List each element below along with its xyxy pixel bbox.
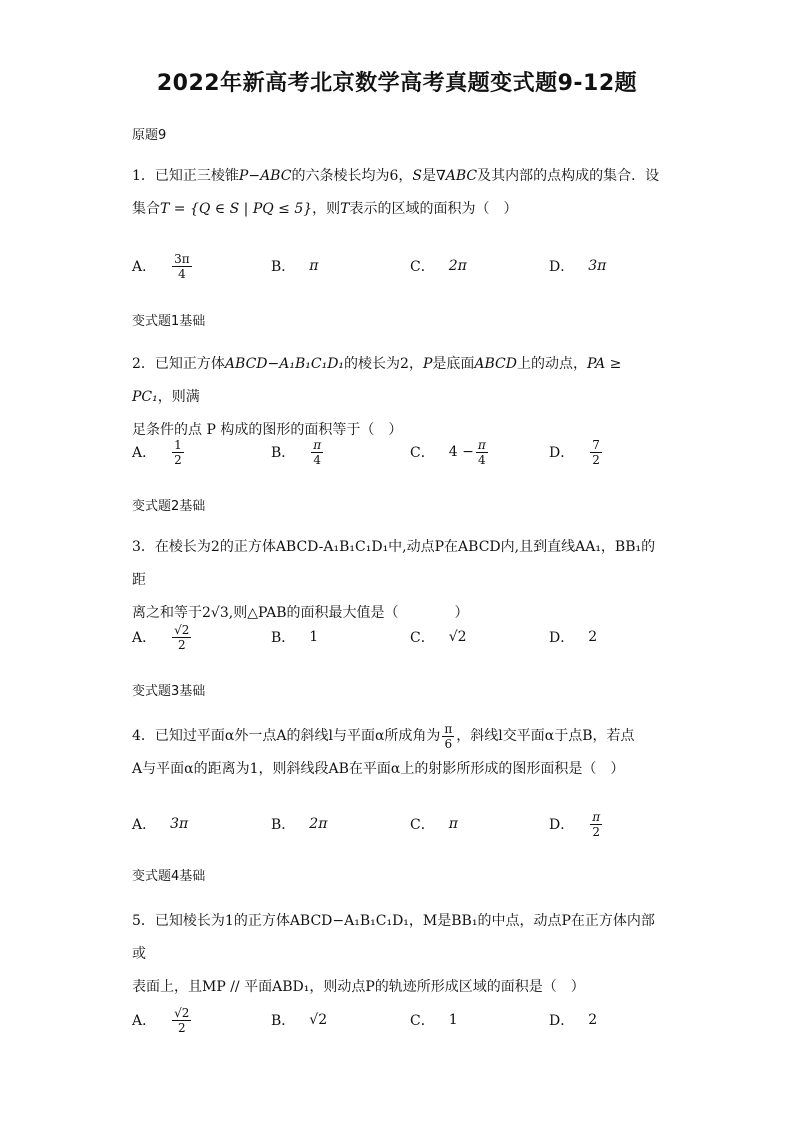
option-label: D． [549, 1013, 575, 1029]
question-text: 集合 [132, 201, 160, 217]
question-1-line-2 [132, 193, 662, 226]
question-text: 的六条棱长均为6， [291, 168, 413, 184]
option-value: 4 − [448, 444, 474, 460]
fraction: $\frac{√2}{2}$ [174, 622, 190, 652]
math-expression: PA ≥ PC₁ [132, 356, 622, 405]
option-label: D． [549, 445, 575, 461]
option-a[interactable] [132, 246, 194, 286]
math-expression: 2√3 [202, 605, 229, 621]
option-a[interactable] [132, 432, 186, 472]
option-value: 3π [588, 258, 607, 274]
question-text: ,则△PAB的面积最大值是（ ） [228, 605, 469, 621]
option-b[interactable] [271, 1000, 327, 1040]
option-c[interactable] [410, 1000, 458, 1040]
option-b[interactable] [271, 804, 327, 844]
question-4-options [132, 804, 662, 844]
fraction: $\frac{√2}{2}$ [174, 1005, 190, 1035]
math-expression: ∇ABC [435, 168, 478, 184]
question-4 [132, 720, 662, 786]
question-text: 离之和等于 [132, 605, 202, 621]
option-value: 1 [309, 629, 319, 645]
option-c[interactable] [410, 246, 467, 286]
option-d[interactable] [549, 1000, 597, 1040]
option-a[interactable] [132, 617, 193, 657]
question-2-options [132, 432, 662, 472]
question-text: 1．已知正三棱锥 [132, 168, 239, 184]
question-text: ，则 [312, 201, 341, 217]
option-label: A． [132, 1013, 157, 1029]
option-b[interactable] [271, 432, 325, 472]
fraction: $\frac{\pi}{2}$ [592, 809, 601, 839]
option-label: B． [271, 817, 296, 833]
document-title: 2022年新高考北京数学高考真题变式题9-12题 [156, 71, 638, 96]
option-value: √2 [309, 1012, 328, 1028]
option-d[interactable] [549, 804, 604, 844]
question-1-line-1 [132, 160, 662, 193]
question-text: 4．已知过平面α外一点A的斜线l与平面α所成角为 [132, 728, 441, 744]
option-label: C． [410, 445, 435, 461]
question-4-line-1 [132, 720, 662, 753]
option-c[interactable] [410, 432, 490, 472]
option-value: π [448, 816, 458, 832]
question-text: 上的动点， [516, 356, 587, 372]
math-expression: S [412, 168, 422, 184]
math-expression: ABCD [474, 356, 517, 372]
question-1 [132, 160, 662, 226]
section-heading-original: 原题9 [132, 128, 167, 143]
question-2-line-2: 足条件的点 P 构成的图形的面积等于（ ） [132, 422, 403, 438]
option-label: C． [410, 630, 435, 646]
option-label: C． [410, 259, 435, 275]
fraction: $\frac{3\pi}{4}$ [174, 251, 190, 281]
question-3 [132, 531, 662, 630]
question-1-options [132, 246, 662, 286]
option-b[interactable] [271, 617, 318, 657]
question-5-line-2: 表面上，且MP // 平面ABD₁，则动点P的轨迹所形成区域的面积是（ ） [132, 979, 585, 995]
question-3-options [132, 617, 662, 657]
option-label: A． [132, 817, 157, 833]
fraction: $\frac{1}{2}$ [174, 437, 182, 467]
fraction: $\frac{\pi}{4}$ [313, 437, 322, 467]
option-value: 2 [588, 629, 598, 645]
question-5-line-1: 5．已知棱长为1的正方体ABCD−A₁B₁C₁D₁，M是BB₁的中点，动点P在正方体内部或 [132, 913, 655, 962]
fraction: $\frac{\pi}{4}$ [477, 437, 486, 467]
question-4-line-2: A与平面α的距离为1，则斜线段AB在平面α上的射影所形成的图形面积是（ ） [132, 761, 625, 777]
option-label: A． [132, 445, 157, 461]
math-expression: T [340, 201, 350, 217]
question-text: 的棱长为2， [344, 356, 423, 372]
option-d[interactable] [549, 617, 597, 657]
question-text: ，则满 [157, 389, 200, 405]
option-b[interactable] [271, 246, 319, 286]
option-value: 2π [448, 258, 467, 274]
option-value: 3π [170, 816, 189, 832]
math-expression: ABCD−A₁B₁C₁D₁ [224, 356, 345, 372]
option-value: π [309, 258, 319, 274]
question-text: 及其内部的点构成的集合．设 [477, 168, 660, 184]
option-label: A． [132, 630, 157, 646]
question-text: 表示的区域的面积为（ ） [349, 201, 518, 217]
question-2-line-1 [132, 348, 662, 414]
option-label: D． [549, 259, 575, 275]
option-d[interactable] [549, 246, 606, 286]
option-label: B． [271, 259, 296, 275]
question-text: 是底面 [432, 356, 475, 372]
option-value: 1 [448, 1012, 458, 1028]
question-5 [132, 905, 662, 1004]
option-d[interactable] [549, 432, 604, 472]
option-label: D． [549, 630, 575, 646]
math-expression: T = {Q ∈ S | PQ ≤ 5} [160, 201, 313, 217]
option-label: A． [132, 259, 157, 275]
fraction: $\frac{7}{2}$ [592, 437, 600, 467]
question-3-line-1: 3．在棱长为2的正方体ABCD-A₁B₁C₁D₁中,动点P在ABCD内,且到直线AA₁，BB₁的距 [132, 539, 656, 588]
option-label: B． [271, 1013, 296, 1029]
option-label: D． [549, 817, 575, 833]
option-c[interactable] [410, 804, 458, 844]
question-text: 是 [421, 168, 436, 184]
option-label: C． [410, 817, 435, 833]
question-text: 2．已知正方体 [132, 356, 225, 372]
section-heading-variant-1: 变式题1基础 [132, 314, 206, 329]
option-value: 2π [309, 816, 328, 832]
option-a[interactable] [132, 804, 188, 844]
option-a[interactable] [132, 1000, 193, 1040]
option-value: √2 [448, 629, 467, 645]
math-expression: P [422, 356, 433, 372]
option-label: B． [271, 445, 296, 461]
option-c[interactable] [410, 617, 467, 657]
section-heading-variant-3: 变式题3基础 [132, 684, 206, 699]
math-expression: P−ABC [238, 168, 292, 184]
option-label: B． [271, 630, 296, 646]
option-value: 2 [588, 1012, 598, 1028]
question-5-options [132, 1000, 662, 1040]
section-heading-variant-2: 变式题2基础 [132, 499, 206, 514]
option-label: C． [410, 1013, 435, 1029]
fraction: $\frac{\pi}{6}$ [444, 721, 453, 751]
section-heading-variant-4: 变式题4基础 [132, 869, 206, 884]
question-text: ，斜线l交平面α于点B，若点 [456, 728, 635, 744]
